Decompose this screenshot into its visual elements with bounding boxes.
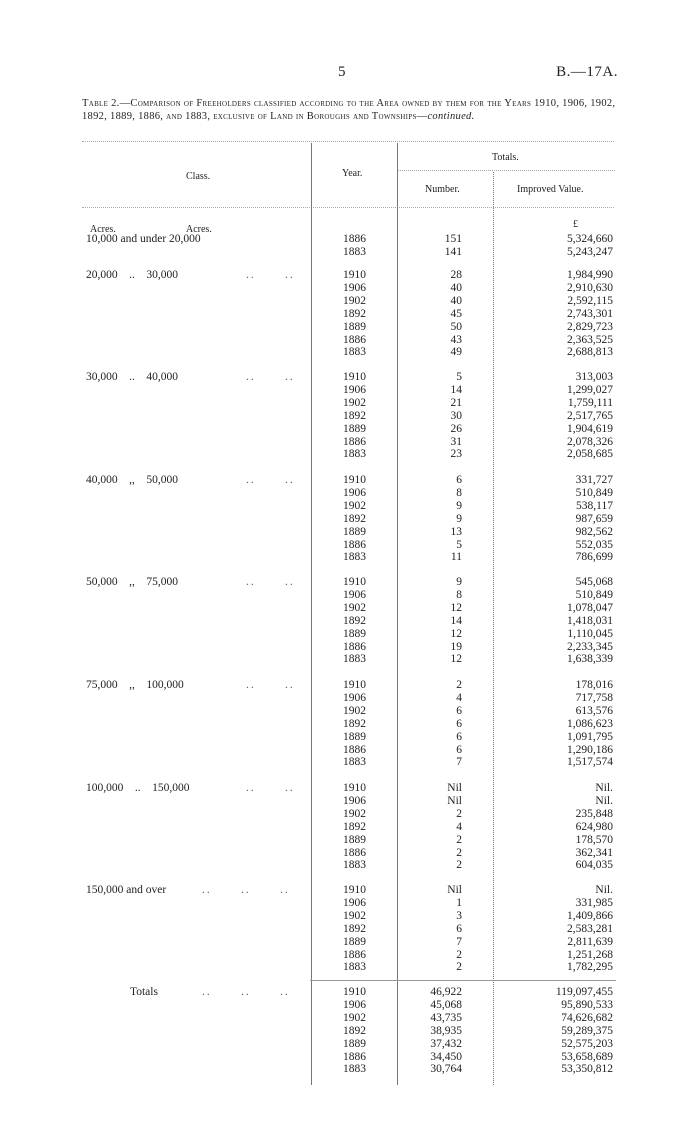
number-cell: 11 [450, 551, 462, 564]
leader-dots: .. .. [246, 782, 295, 794]
year-cell: 1902 [343, 909, 366, 922]
table-row [0, 1025, 700, 1039]
value-cell: 1,290,186 [567, 743, 613, 756]
year-cell: 1883 [343, 653, 366, 666]
value-cell: 331,985 [575, 896, 613, 909]
number-cell: 37,432 [430, 1037, 462, 1050]
year-cell: 1889 [343, 422, 366, 435]
year-cell: 1883 [343, 961, 366, 974]
table-row [0, 923, 700, 937]
number-cell: 2 [456, 833, 462, 846]
number-cell: 14 [450, 383, 462, 396]
value-cell: 1,418,031 [567, 614, 613, 627]
caption-text: Table 2.—Comparison of Freeholders classified according to the Area owned by them for the Years 1910, 1906, 1902, 1892, 1889, 1886, and 1883, exclusive of Land in Boroughs and Townships— [82, 98, 616, 122]
table-row [0, 397, 700, 411]
year-cell: 1910 [343, 884, 366, 896]
number-cell: 7 [456, 935, 462, 948]
value-cell: 1,251,268 [567, 948, 613, 961]
year-cell: 1902 [343, 499, 366, 512]
value-cell: 5,243,247 [567, 245, 613, 258]
table-row [0, 718, 700, 732]
number-cell: Nil [447, 884, 462, 896]
year-cell: 1892 [343, 717, 366, 730]
table-row [0, 602, 700, 616]
year-cell: 1889 [343, 833, 366, 846]
year-cell: 1892 [343, 922, 366, 935]
document-reference: B.—17A. [556, 64, 618, 80]
table-row [0, 834, 700, 848]
number-cell: 21 [450, 396, 462, 409]
table-row [0, 986, 700, 1000]
value-cell: 604,035 [575, 859, 613, 872]
year-cell: 1892 [343, 820, 366, 833]
table-row [0, 526, 700, 540]
number-cell: 1 [456, 896, 462, 909]
value-cell: 1,078,047 [567, 601, 613, 614]
table-row [0, 847, 700, 861]
year-cell: 1910 [343, 679, 366, 691]
year-cell: 1910 [343, 474, 366, 486]
table-row [0, 500, 700, 514]
value-cell: 1,759,111 [567, 396, 613, 409]
value-cell: 717,758 [575, 691, 613, 704]
number-cell: 4 [456, 691, 462, 704]
value-cell: 235,848 [575, 807, 613, 820]
year-cell: 1906 [343, 588, 366, 601]
table-row [0, 949, 700, 963]
number-cell: 2 [456, 679, 462, 691]
class-range: 40,000 ,, 50,000 [86, 474, 178, 486]
value-cell: 2,078,326 [567, 435, 613, 448]
acres-unit-left: Acres. [90, 224, 116, 235]
year-cell: 1910 [343, 269, 366, 281]
table-row [0, 859, 700, 873]
table-row [0, 334, 700, 348]
number-cell: 9 [456, 499, 462, 512]
value-cell: 1,110,045 [567, 627, 613, 640]
totals-column-header: Totals. [492, 152, 519, 163]
table-row [0, 653, 700, 667]
number-cell: 8 [456, 588, 462, 601]
number-cell: 141 [444, 245, 462, 258]
value-cell: Nil. [595, 782, 613, 794]
year-cell: 1906 [343, 794, 366, 807]
value-cell: 510,849 [575, 486, 613, 499]
year-cell: 1889 [343, 730, 366, 743]
value-cell: 2,058,685 [567, 448, 613, 461]
number-cell: 28 [450, 269, 462, 281]
table-row [0, 615, 700, 629]
value-cell: 2,910,630 [567, 281, 613, 294]
number-cell: 2 [456, 948, 462, 961]
table-row [0, 1038, 700, 1052]
value-cell: 1,638,339 [567, 653, 613, 666]
number-cell: 2 [456, 807, 462, 820]
page-number: 5 [338, 64, 346, 80]
value-cell: 1,086,623 [567, 717, 613, 730]
number-cell: 6 [456, 730, 462, 743]
value-cell: 1,984,990 [567, 269, 613, 281]
year-cell: 1889 [343, 320, 366, 333]
leader-dots: .. .. [246, 576, 295, 588]
year-cell: 1892 [343, 1024, 366, 1037]
value-cell: 538,117 [576, 499, 613, 512]
value-cell: 2,811,639 [567, 935, 613, 948]
year-cell: 1892 [343, 307, 366, 320]
year-column-header: Year. [342, 168, 363, 179]
number-cell: 34,450 [430, 1050, 462, 1063]
table-row [0, 884, 700, 898]
year-cell: 1886 [343, 743, 366, 756]
class-column-header: Class. [186, 171, 211, 182]
year-cell: 1902 [343, 294, 366, 307]
number-cell: 2 [456, 859, 462, 872]
year-cell: 1892 [343, 614, 366, 627]
table-row [0, 999, 700, 1013]
number-cell: 6 [456, 474, 462, 486]
table-row [0, 308, 700, 322]
year-cell: 1889 [343, 627, 366, 640]
table-row [0, 641, 700, 655]
value-cell: 1,517,574 [567, 756, 613, 769]
year-cell: 1902 [343, 396, 366, 409]
table-row [0, 576, 700, 590]
table-row [0, 731, 700, 745]
value-cell: 5,324,660 [567, 233, 613, 245]
year-cell: 1883 [343, 448, 366, 461]
number-cell: 45,068 [430, 998, 462, 1011]
year-cell: 1902 [343, 704, 366, 717]
year-cell: 1910 [343, 371, 366, 383]
improved-value-column-header: Improved Value. [517, 184, 584, 195]
table-row [0, 371, 700, 385]
year-cell: 1889 [343, 1037, 366, 1050]
number-cell: 14 [450, 614, 462, 627]
year-cell: 1910 [343, 782, 366, 794]
leader-dots: .. .. [246, 371, 295, 383]
table-row [0, 295, 700, 309]
totals-rule [310, 980, 616, 981]
class-range: 150,000 and over [86, 884, 167, 896]
header-top-rule [82, 141, 614, 142]
year-cell: 1886 [343, 948, 366, 961]
table-row [0, 448, 700, 462]
number-cell: 4 [456, 820, 462, 833]
table-row [0, 551, 700, 565]
number-column-header: Number. [425, 184, 460, 195]
year-cell: 1886 [343, 640, 366, 653]
table-caption [82, 97, 622, 123]
value-cell: 1,904,619 [567, 422, 613, 435]
class-range: Totals [130, 986, 158, 998]
number-cell: 40 [450, 294, 462, 307]
value-cell: 74,626,682 [561, 1011, 613, 1024]
year-cell: 1906 [343, 691, 366, 704]
number-cell: 50 [450, 320, 462, 333]
table-row [0, 936, 700, 950]
year-cell: 1883 [343, 551, 366, 564]
table-row [0, 233, 700, 247]
number-cell: 5 [456, 538, 462, 551]
table-row [0, 539, 700, 553]
number-cell: 6 [456, 717, 462, 730]
value-cell: 52,575,203 [561, 1037, 613, 1050]
number-cell: 6 [456, 743, 462, 756]
class-range: 75,000 ,, 100,000 [86, 679, 184, 691]
year-cell: 1886 [343, 846, 366, 859]
table-row [0, 692, 700, 706]
leader-dots: .. .. [246, 679, 295, 691]
number-cell: 8 [456, 486, 462, 499]
class-range: 20,000 .. 30,000 [86, 269, 178, 281]
number-cell: 30,764 [430, 1063, 462, 1076]
number-cell: 45 [450, 307, 462, 320]
table-row [0, 1012, 700, 1026]
number-cell: 40 [450, 281, 462, 294]
year-cell: 1886 [343, 538, 366, 551]
value-cell: 982,562 [575, 525, 613, 538]
year-cell: 1910 [343, 576, 366, 588]
header-bottom-rule [82, 207, 614, 208]
number-cell: 31 [450, 435, 462, 448]
value-cell: 2,583,281 [567, 922, 613, 935]
number-cell: 43,735 [430, 1011, 462, 1024]
value-cell: 313,003 [575, 371, 613, 383]
leader-dots: .. .. .. [202, 884, 290, 896]
number-cell: 19 [450, 640, 462, 653]
year-cell: 1902 [343, 601, 366, 614]
value-cell: 2,363,525 [567, 333, 613, 346]
table-row [0, 897, 700, 911]
table-row [0, 321, 700, 335]
number-cell: 12 [450, 627, 462, 640]
number-cell: 49 [450, 346, 462, 359]
table-row [0, 282, 700, 296]
value-cell: 2,517,765 [567, 409, 613, 422]
number-cell: 23 [450, 448, 462, 461]
number-cell: 7 [456, 756, 462, 769]
number-cell: 30 [450, 409, 462, 422]
totals-underline [397, 170, 615, 171]
table-row [0, 821, 700, 835]
value-cell: Nil. [595, 884, 613, 896]
value-cell: Nil. [595, 794, 613, 807]
value-cell: 95,890,533 [561, 998, 613, 1011]
value-cell: 2,233,345 [567, 640, 613, 653]
value-cell: 2,688,813 [567, 346, 613, 359]
year-cell: 1902 [343, 807, 366, 820]
year-cell: 1902 [343, 1011, 366, 1024]
year-cell: 1906 [343, 281, 366, 294]
table-row [0, 628, 700, 642]
number-cell: 12 [450, 601, 462, 614]
value-cell: 53,658,689 [561, 1050, 613, 1063]
table-row [0, 705, 700, 719]
number-cell: Nil [447, 782, 462, 794]
table-row [0, 589, 700, 603]
value-cell: 510,849 [575, 588, 613, 601]
year-cell: 1910 [343, 986, 366, 998]
table-row [0, 269, 700, 283]
value-cell: 545,068 [575, 576, 613, 588]
number-cell: 6 [456, 922, 462, 935]
year-cell: 1906 [343, 383, 366, 396]
table-row [0, 246, 700, 260]
number-cell: 2 [456, 846, 462, 859]
leader-dots: .. .. [246, 474, 295, 486]
year-cell: 1886 [343, 333, 366, 346]
year-cell: 1883 [343, 245, 366, 258]
acres-unit-right: Acres. [186, 224, 212, 235]
class-range: 10,000 and under 20,000 [86, 233, 201, 245]
value-cell: 1,782,295 [567, 961, 613, 974]
value-cell: 2,829,723 [567, 320, 613, 333]
value-cell: 178,570 [575, 833, 613, 846]
class-range: 50,000 ,, 75,000 [86, 576, 178, 588]
year-cell: 1892 [343, 409, 366, 422]
table-row [0, 474, 700, 488]
table-row [0, 346, 700, 360]
leader-dots: .. .. [246, 269, 295, 281]
number-cell: 5 [456, 371, 462, 383]
table-row [0, 808, 700, 822]
number-cell: 6 [456, 704, 462, 717]
table-row [0, 756, 700, 770]
table-row [0, 513, 700, 527]
value-cell: 2,743,301 [567, 307, 613, 320]
value-cell: 2,592,115 [567, 294, 613, 307]
number-cell: 46,922 [430, 986, 462, 998]
year-cell: 1889 [343, 525, 366, 538]
table-row [0, 679, 700, 693]
table-row [0, 744, 700, 758]
year-cell: 1883 [343, 346, 366, 359]
year-cell: 1886 [343, 233, 366, 245]
class-range: 100,000 .. 150,000 [86, 782, 190, 794]
pound-unit: £ [573, 219, 578, 230]
number-cell: 9 [456, 512, 462, 525]
year-cell: 1886 [343, 435, 366, 448]
number-cell: 2 [456, 961, 462, 974]
year-cell: 1883 [343, 756, 366, 769]
year-cell: 1886 [343, 1050, 366, 1063]
number-cell: Nil [447, 794, 462, 807]
table-row [0, 487, 700, 501]
value-cell: 987,659 [575, 512, 613, 525]
year-cell: 1889 [343, 935, 366, 948]
value-cell: 59,289,375 [561, 1024, 613, 1037]
number-cell: 43 [450, 333, 462, 346]
value-cell: 1,299,027 [567, 383, 613, 396]
year-cell: 1906 [343, 998, 366, 1011]
number-cell: 151 [444, 233, 462, 245]
year-cell: 1892 [343, 512, 366, 525]
class-range: 30,000 .. 40,000 [86, 371, 178, 383]
year-cell: 1906 [343, 896, 366, 909]
table-row [0, 423, 700, 437]
value-cell: 362,341 [575, 846, 613, 859]
number-cell: 12 [450, 653, 462, 666]
value-cell: 178,016 [575, 679, 613, 691]
value-cell: 119,097,455 [555, 986, 613, 998]
table-row [0, 384, 700, 398]
value-cell: 1,091,795 [567, 730, 613, 743]
table-row [0, 1051, 700, 1065]
value-cell: 786,699 [575, 551, 613, 564]
number-cell: 26 [450, 422, 462, 435]
year-cell: 1906 [343, 486, 366, 499]
number-cell: 9 [456, 576, 462, 588]
leader-dots: .. .. .. [202, 986, 290, 998]
table-row [0, 410, 700, 424]
table-row [0, 795, 700, 809]
table-row [0, 961, 700, 975]
value-cell: 552,035 [575, 538, 613, 551]
table-row [0, 782, 700, 796]
value-cell: 53,350,812 [561, 1063, 613, 1076]
number-cell: 38,935 [430, 1024, 462, 1037]
value-cell: 613,576 [575, 704, 613, 717]
table-row [0, 436, 700, 450]
value-cell: 331,727 [575, 474, 613, 486]
table-row [0, 1063, 700, 1077]
table-row [0, 910, 700, 924]
value-cell: 624,980 [575, 820, 613, 833]
year-cell: 1883 [343, 859, 366, 872]
number-cell: 13 [450, 525, 462, 538]
number-cell: 3 [456, 909, 462, 922]
caption-continued: continued. [427, 111, 475, 122]
value-cell: 1,409,866 [567, 909, 613, 922]
year-cell: 1883 [343, 1063, 366, 1076]
